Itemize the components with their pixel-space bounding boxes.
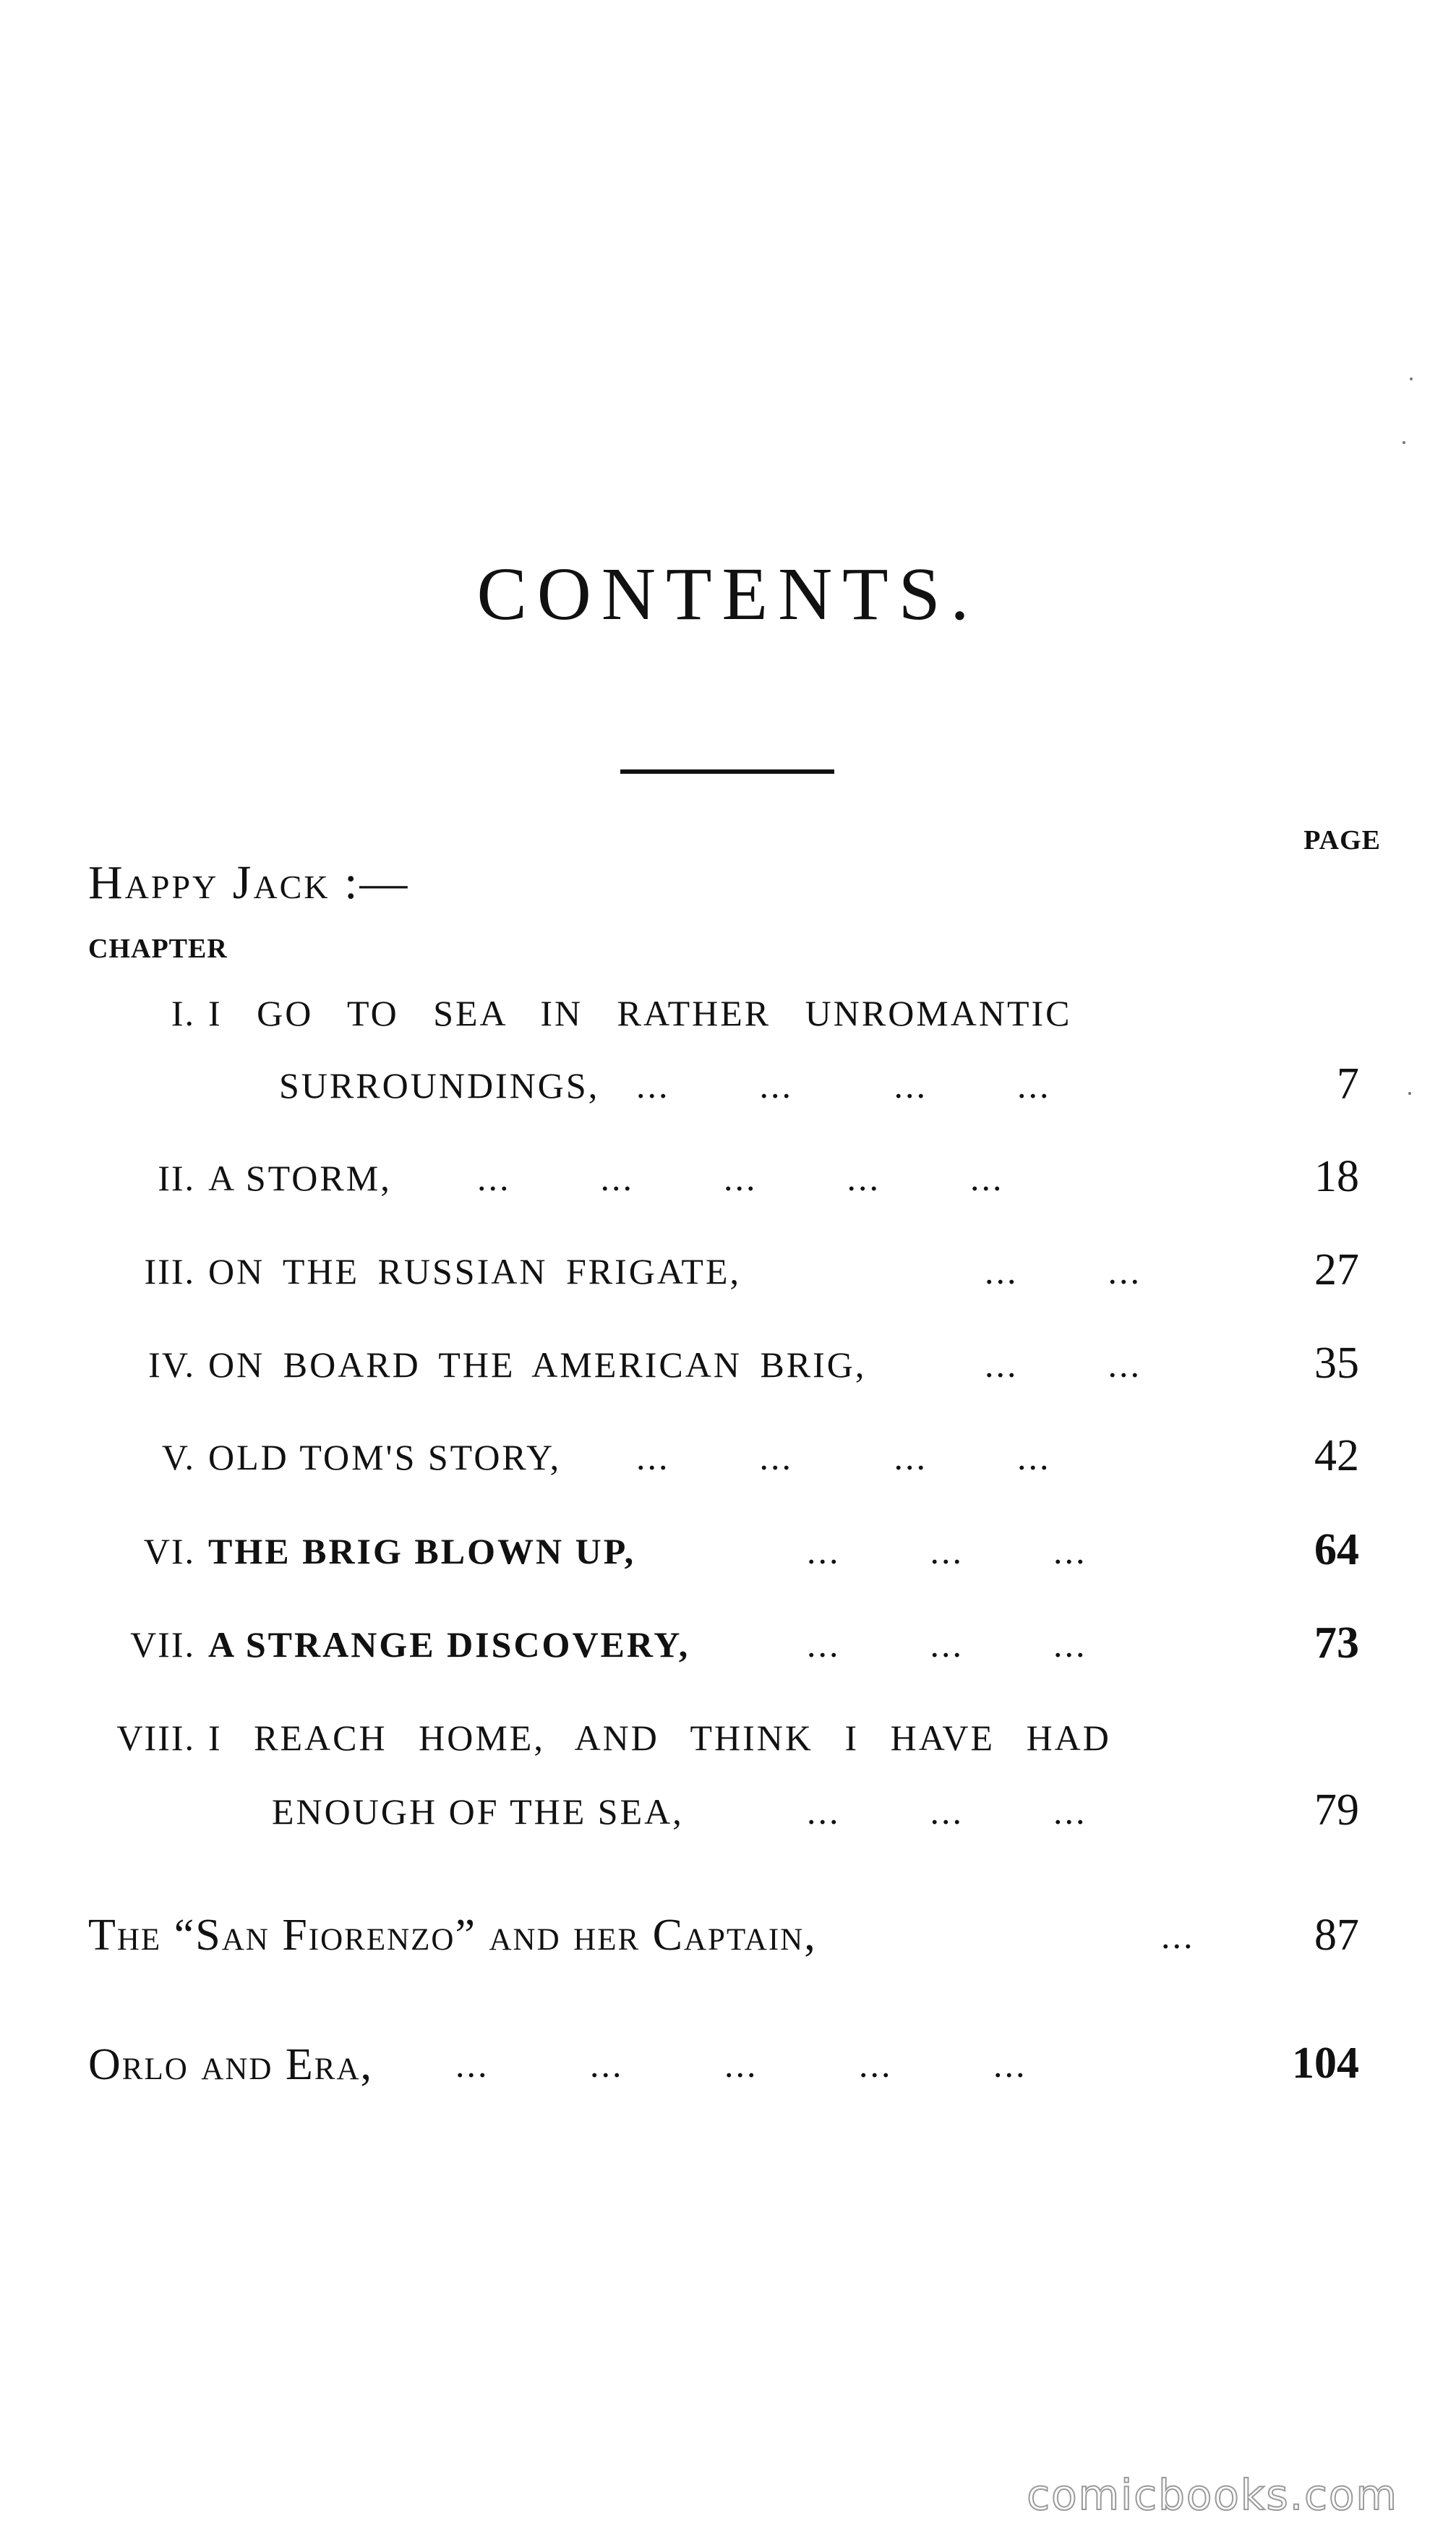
chapter-number: III. xyxy=(144,1251,195,1292)
chapter-number: I. xyxy=(171,993,195,1033)
chapter-number: VIII. xyxy=(116,1718,195,1758)
chapter-number: VI. xyxy=(143,1531,195,1571)
chapter-title: A STORM, xyxy=(208,1158,392,1198)
chapter-title: A STRANGE DISCOVERY, xyxy=(208,1624,690,1665)
leader-dots: ... ... ... xyxy=(807,1531,1087,1571)
chapter-page-number: 27 xyxy=(1314,1245,1359,1294)
page-title: CONTENTS. xyxy=(476,553,980,636)
leader-dots: ... ... ... ... ... xyxy=(477,1158,1004,1198)
leader-dots: ... ... ... ... xyxy=(636,1065,1051,1106)
entry-page-number: 104 xyxy=(1292,2039,1359,2088)
leader-dots: ... ... ... ... xyxy=(636,1437,1051,1477)
leader-dots: ... ... xyxy=(985,1344,1142,1385)
entry-title-san-fiorenzo: The “San Fiorenzo” and her Captain, xyxy=(88,1911,817,1960)
chapter-title-line: I GO TO SEA IN RATHER UNROMANTIC xyxy=(208,993,1072,1033)
chapter-page-number: 7 xyxy=(1337,1059,1359,1109)
leader-dots: ... ... xyxy=(985,1251,1142,1292)
chapter-column-label: CHAPTER xyxy=(88,934,228,964)
leader-dots: ... xyxy=(1161,1916,1195,1956)
chapter-number: IV. xyxy=(148,1344,195,1385)
title-rule xyxy=(620,769,834,774)
scan-speck xyxy=(1408,1092,1411,1095)
chapter-page-number: 64 xyxy=(1314,1525,1359,1574)
chapter-title-line: ENOUGH OF THE SEA, xyxy=(272,1791,684,1832)
section-title-happy-jack: Happy Jack :— xyxy=(88,856,410,909)
entry-title-orlo-and-era: Orlo and Era, xyxy=(88,2040,374,2089)
chapter-title: ON BOARD THE AMERICAN BRIG, xyxy=(208,1344,867,1385)
leader-dots: ... ... ... ... ... xyxy=(455,2044,1027,2085)
chapter-title-line: I REACH HOME, AND THINK I HAVE HAD xyxy=(208,1718,1111,1758)
leader-dots: ... ... ... xyxy=(807,1791,1087,1832)
chapter-number: VII. xyxy=(130,1624,195,1665)
chapter-number: II. xyxy=(158,1158,195,1198)
chapter-page-number: 35 xyxy=(1314,1339,1359,1388)
scan-speck xyxy=(1403,441,1405,444)
chapter-page-number: 42 xyxy=(1314,1431,1359,1480)
chapter-page-number: 18 xyxy=(1314,1152,1359,1201)
chapter-title-line: SURROUNDINGS, xyxy=(279,1065,600,1106)
entry-page-number: 87 xyxy=(1314,1911,1359,1960)
page-column-label: PAGE xyxy=(1303,825,1381,856)
leader-dots: ... ... ... xyxy=(807,1624,1087,1665)
chapter-page-number: 79 xyxy=(1314,1786,1359,1835)
chapter-page-number: 73 xyxy=(1314,1618,1359,1668)
chapter-title: THE BRIG BLOWN UP, xyxy=(208,1531,636,1571)
chapter-title: OLD TOM'S STORY, xyxy=(208,1437,562,1477)
watermark: comicbooks.com xyxy=(1027,2470,1398,2520)
chapter-number: V. xyxy=(161,1437,195,1477)
scan-speck xyxy=(1410,377,1413,380)
chapter-title: ON THE RUSSIAN FRIGATE, xyxy=(208,1251,742,1292)
